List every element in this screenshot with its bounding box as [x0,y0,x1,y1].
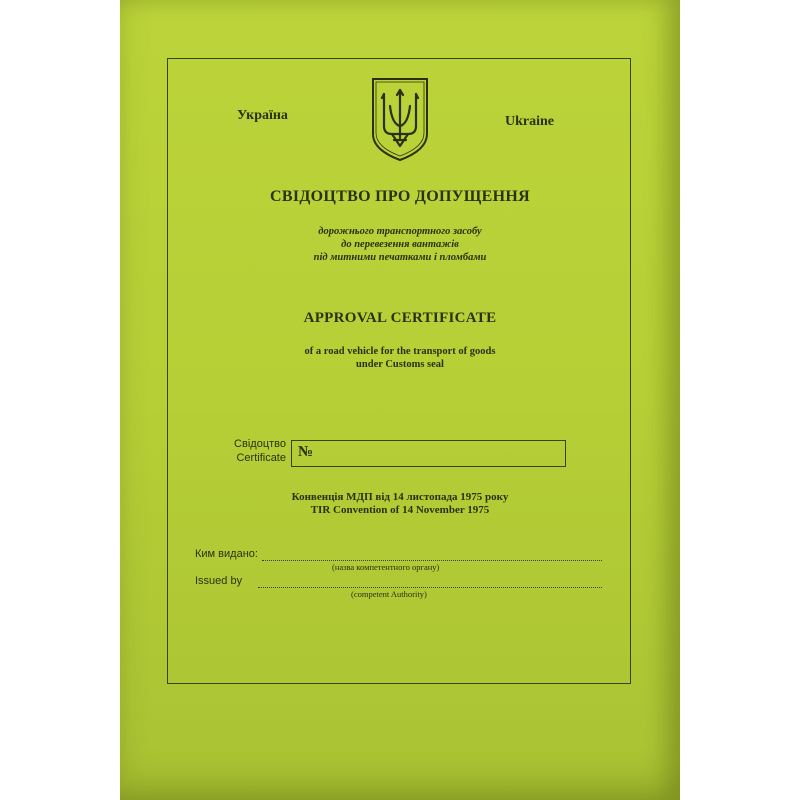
convention-english: TIR Convention of 14 November 1975 [310,504,490,516]
subtitle-english-line-2: under Customs seal [356,359,444,370]
subtitle-english-line-1: of a road vehicle for the transport of goods [304,346,496,357]
issued-by-english-field[interactable] [258,587,602,588]
subtitle-ukrainian-line-2: до перевезення вантажів [341,239,459,250]
certificate-page [120,0,680,800]
country-name-ukrainian: Україна [237,108,288,123]
certificate-label-ukrainian: Свідоцтво [234,438,286,450]
issued-by-hint-ukrainian: (назва компетентного органу) [332,562,440,572]
issued-by-label-english: Issued by [195,575,243,587]
certificate-label-english: Certificate [236,452,286,464]
country-name-english: Ukraine [505,114,554,129]
issued-by-ukrainian-field[interactable] [262,560,602,561]
title-english: APPROVAL CERTIFICATE [303,310,497,326]
title-ukrainian: СВІДОЦТВО ПРО ДОПУЩЕННЯ [270,188,530,205]
subtitle-ukrainian-line-1: дорожнього транспортного засобу [318,226,482,237]
issued-by-hint-english: (competent Authority) [351,589,427,599]
issued-by-label-ukrainian: Ким видано: [195,548,258,560]
certificate-number-field[interactable] [291,440,566,467]
certificate-number-sign: № [298,444,314,460]
convention-ukrainian: Конвенція МДП від 14 листопада 1975 року [291,491,509,503]
trident-coat-of-arms-icon [370,76,430,162]
subtitle-ukrainian-line-3: під митними печатками і пломбами [313,252,487,263]
